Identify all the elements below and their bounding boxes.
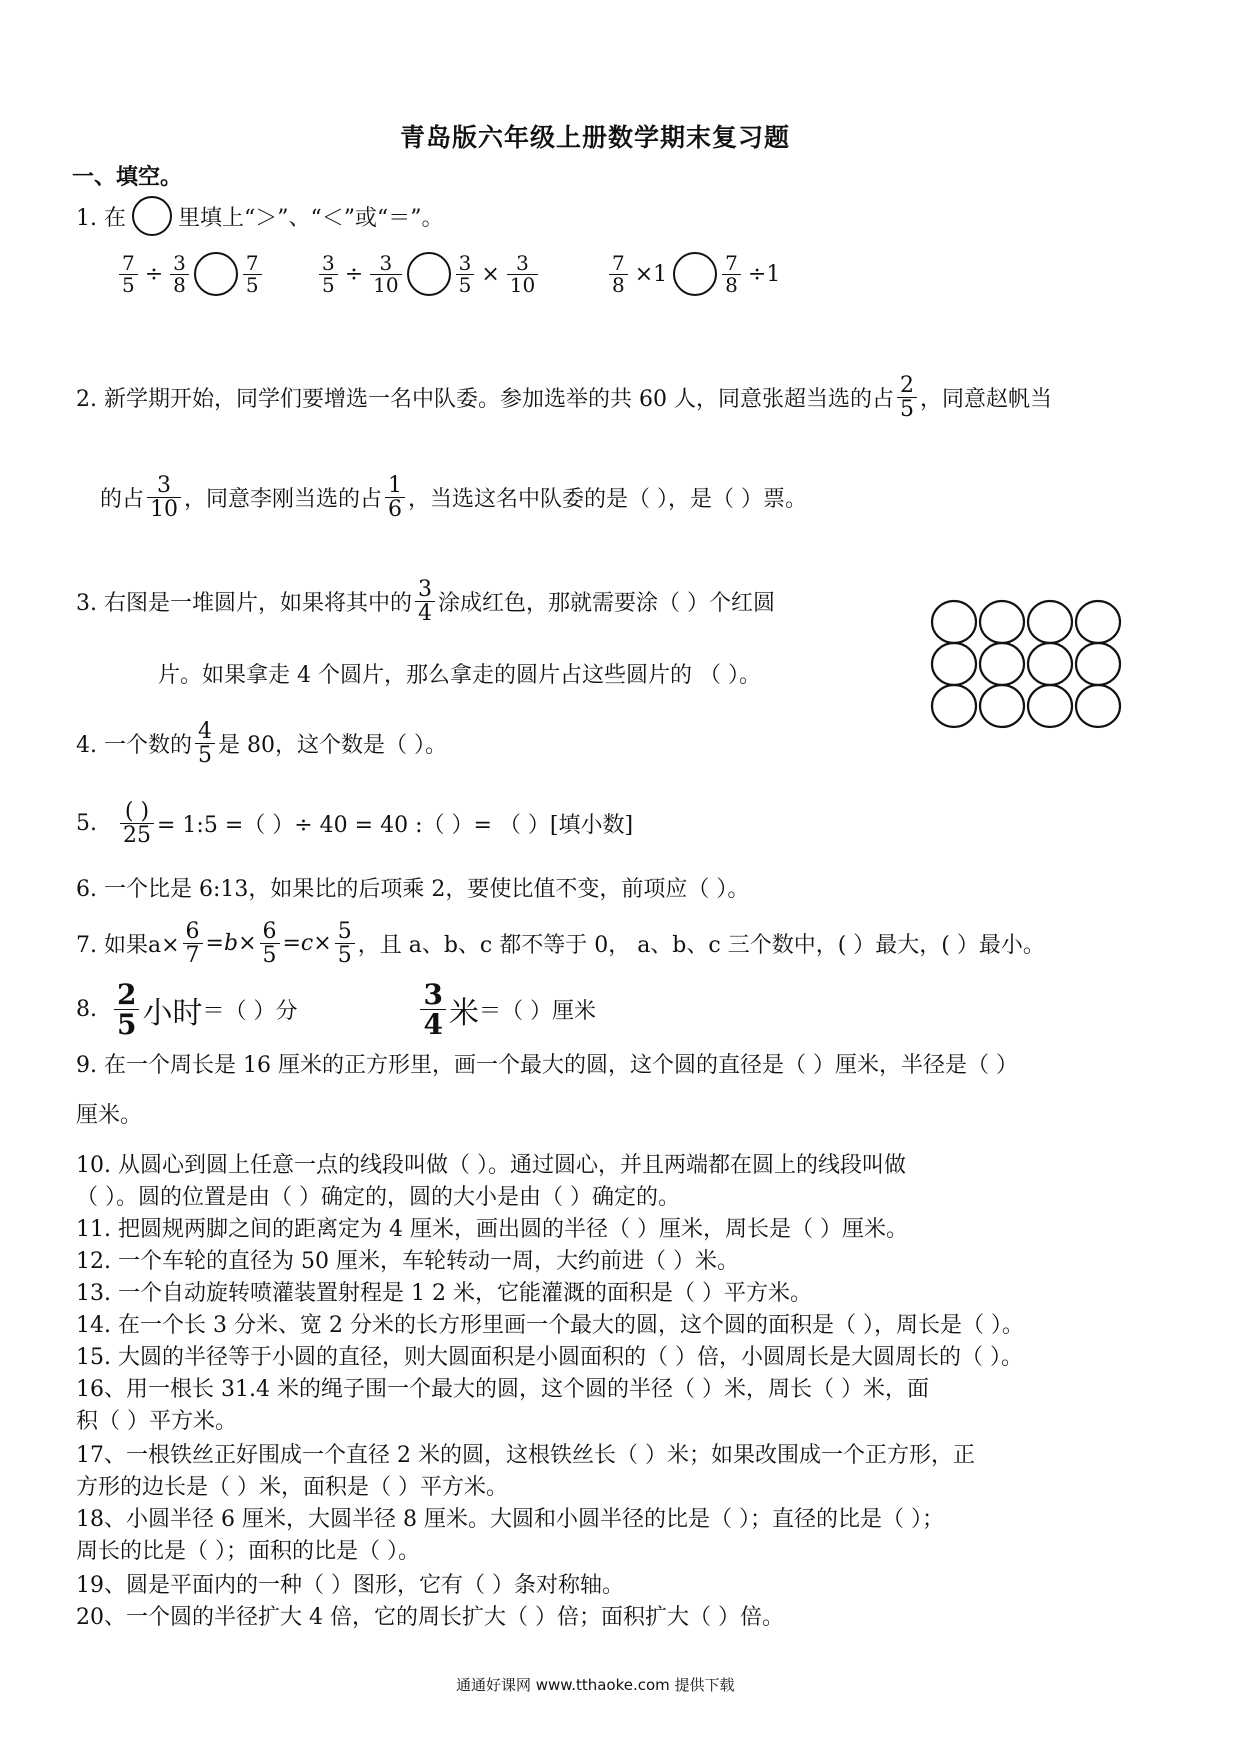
fraction: $\frac{4}{5}$: [195, 720, 215, 767]
question-5: [76, 800, 633, 847]
q8-text: ＝（ ）厘米: [478, 999, 596, 1025]
fraction: $\frac{7}{5}$: [243, 253, 262, 296]
question-12: 12. 一个车轮的直径为 50 厘米，车轮转动一周，大约前进（ ）米。: [76, 1249, 739, 1274]
disc: [1028, 643, 1072, 685]
question-10-line-1: 10. 从圆心到圆上任意一点的线段叫做（ ）。通过圆心，并且两端都在圆上的线段叫做: [76, 1153, 906, 1178]
question-4: [76, 720, 447, 767]
q1-suffix: 里填上“＞”、“＜”或“＝”。: [177, 205, 444, 231]
q3-text: 3. 右图是一堆圆片，如果将其中的: [76, 591, 412, 617]
fraction: $\frac{3}{10}$: [507, 253, 538, 296]
q7-text: =c×: [282, 931, 332, 957]
question-11: 11. 把圆规两脚之间的距离定为 4 厘米，画出圆的半径（ ）厘米，周长是（ ）厘米。: [76, 1217, 908, 1242]
operator: ÷1: [747, 261, 781, 287]
question-14: 14. 在一个长 3 分米、宽 2 分米的长方形里画一个最大的圆，这个圆的面积是（ ），周长是（ ）。: [76, 1313, 1024, 1338]
fraction: $\frac{6}{7}$: [183, 920, 203, 967]
q7-text: ，且 a、b、c 都不等于 0， a、b、c 三个数中，( ）最大，( ）最小。: [357, 933, 1045, 959]
q8-unit: 小时: [142, 995, 203, 1031]
fraction: $\frac{6}{5}$: [260, 920, 280, 967]
fraction: $\frac{3}{5}$: [456, 253, 475, 296]
fraction: $\frac{2}{5}$: [114, 980, 139, 1040]
fraction: $\frac{( )}{25}$: [120, 800, 154, 847]
question-16-line-1: 16、用一根长 31.4 米的绳子围一个最大的圆，这个圆的半径（ ）米，周长（ ）米，面: [76, 1377, 929, 1402]
question-20: 20、一个圆的半径扩大 4 倍，它的周长扩大（ ）倍；面积扩大（ ）倍。: [76, 1605, 784, 1630]
q8-text: ＝（ ）分: [202, 999, 298, 1025]
question-17-line-2: 方形的边长是（ ）米，面积是（ ）平方米。: [76, 1475, 508, 1500]
q1-expression-1: [116, 252, 265, 296]
answer-circle[interactable]: [407, 252, 451, 296]
disc: [1076, 643, 1120, 685]
question-3-line-2: 片。如果拿走 4 个圆片，那么拿走的圆片占这些圆片的 （ ）。: [158, 663, 761, 688]
disc: [1028, 601, 1072, 643]
question-10-line-2: （ ）。圆的位置是由（ ）确定的，圆的大小是由（ ）确定的。: [76, 1185, 680, 1210]
fraction: $\frac{3}{4}$: [420, 980, 445, 1040]
q8-unit: 米: [448, 995, 479, 1031]
disc: [980, 685, 1024, 727]
question-13: 13. 一个自动旋转喷灌装置射程是 1 2 米，它能灌溉的面积是（ ）平方米。: [76, 1281, 812, 1306]
question-8: [76, 980, 596, 1040]
q2-text: 2. 新学期开始，同学们要增选一名中队委。参加选举的共 60 人，同意张超当选的占: [76, 387, 894, 413]
operator: ×: [481, 261, 500, 287]
question-7: [76, 920, 1045, 967]
q3-text: 涂成红色，那就需要涂（ ）个红圆: [438, 591, 775, 617]
question-15: 15. 大圆的半径等于小圆的直径，则大圆面积是小圆面积的（ ）倍，小圆周长是大圆周长的（ ）。: [76, 1345, 1023, 1370]
fraction: $\frac{7}{8}$: [609, 253, 628, 296]
disc: [932, 685, 976, 727]
fraction: $\frac{7}{8}$: [722, 253, 741, 296]
operator: ÷: [144, 261, 164, 287]
q1-expression-2: [316, 252, 541, 296]
disc: [1028, 685, 1072, 727]
section-heading: 一、填空。: [72, 165, 183, 190]
question-9-line-1: 9. 在一个周长是 16 厘米的正方形里，画一个最大的圆，这个圆的直径是（ ）厘米，半径是（ ）: [76, 1053, 1018, 1078]
disc: [1076, 601, 1120, 643]
fraction: $\frac{3}{4}$: [415, 578, 435, 625]
question-18-line-2: 周长的比是（ ）；面积的比是（ ）。: [76, 1539, 420, 1564]
q2-text: 的占: [100, 487, 145, 513]
question-3-line-1: [76, 578, 775, 625]
q2-text: ，同意李刚当选的占: [184, 487, 383, 513]
question-16-line-2: 积（ ）平方米。: [76, 1409, 237, 1434]
q2-text: ，当选这名中队委的是（ ），是（ ）票。: [408, 487, 808, 513]
q1-expression-3: [606, 252, 784, 296]
disc: [932, 601, 976, 643]
question-1-stem: [76, 196, 443, 236]
q1-prefix: 1. 在: [76, 205, 126, 231]
operator: ÷: [344, 261, 364, 287]
disc: [980, 643, 1024, 685]
fraction: $\frac{3}{10}$: [147, 474, 181, 521]
q5-text: = 1:5 =（ ）÷ 40 = 40 :（ ）= （ ）[填小数]: [157, 813, 634, 839]
fraction: $\frac{5}{5}$: [335, 920, 355, 967]
disc: [1076, 685, 1120, 727]
question-17-line-1: 17、一根铁丝正好围成一个直径 2 米的圆，这根铁丝长（ ）米；如果改围成一个正方形，正: [76, 1443, 975, 1468]
operator: ×1: [634, 261, 668, 287]
q2-text: ，同意赵帆当: [919, 387, 1052, 413]
question-6: 6. 一个比是 6:13，如果比的后项乘 2，要使比值不变，前项应（ ）。: [76, 877, 750, 902]
fraction: $\frac{3}{10}$: [370, 253, 401, 296]
q7-text: 7. 如果a×: [76, 933, 180, 959]
answer-circle[interactable]: [673, 252, 717, 296]
q8-text: 8.: [76, 997, 97, 1023]
footer-source: 通通好课网 www.tthaoke.com 提供下载: [456, 1676, 735, 1694]
question-9-line-2: 厘米。: [76, 1103, 143, 1128]
q4-text: 4. 一个数的: [76, 733, 192, 759]
question-2-line-2: [100, 474, 807, 521]
discs-figure: [930, 596, 1130, 736]
fraction: $\frac{1}{6}$: [385, 474, 405, 521]
q5-text: 5.: [76, 811, 97, 837]
disc: [980, 601, 1024, 643]
fraction: $\frac{7}{5}$: [119, 253, 138, 296]
q7-text: =b×: [205, 931, 257, 957]
page-title: 青岛版六年级上册数学期末复习题: [400, 123, 791, 152]
fraction: $\frac{3}{5}$: [319, 253, 338, 296]
disc: [932, 643, 976, 685]
fraction: $\frac{2}{5}$: [897, 374, 917, 421]
comparison-circle-icon: [132, 196, 172, 236]
question-18-line-1: 18、小圆半径 6 厘米，大圆半径 8 厘米。大圆和小圆半径的比是（ ）；直径的比是（ ）；: [76, 1507, 944, 1532]
fraction: $\frac{3}{8}$: [170, 253, 189, 296]
answer-circle[interactable]: [194, 252, 238, 296]
question-2-line-1: [76, 374, 1052, 421]
q4-text: 是 80，这个数是（ ）。: [217, 733, 447, 759]
question-19: 19、圆是平面内的一种（ ）图形，它有（ ）条对称轴。: [76, 1573, 624, 1598]
